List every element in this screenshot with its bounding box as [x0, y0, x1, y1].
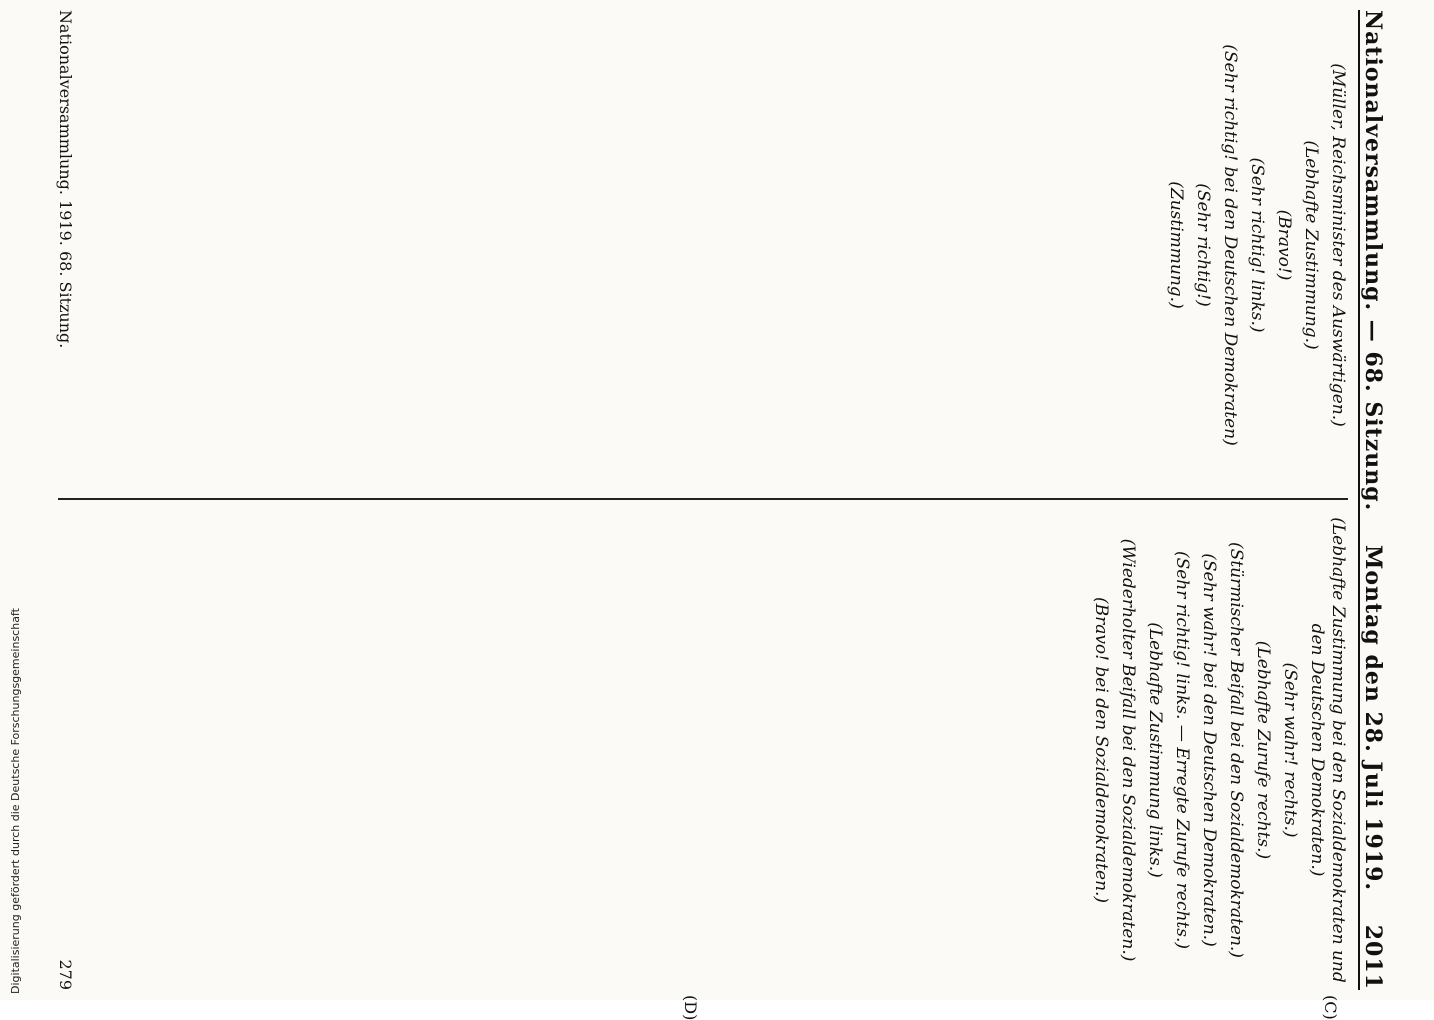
- paragraph: (Sehr wahr! bei den Deutschen Demokraten.): [1198, 515, 1219, 985]
- paragraph: (Wiederholter Beifall bei den Sozialdemokraten.): [1117, 515, 1138, 985]
- paragraph: (Bravo! bei den Sozialdemokraten.): [1090, 515, 1111, 985]
- paragraph: (Lebhafte Zurufe rechts.): [1252, 515, 1273, 985]
- paragraph: (Bravo!): [1273, 10, 1294, 480]
- paragraph: (Sehr richtig!): [1192, 10, 1213, 480]
- margin-marker-c: (C): [1321, 995, 1340, 1020]
- rotated-page-content: [40, 10, 1400, 990]
- column-divider: [58, 498, 1348, 500]
- right-column: [58, 515, 1348, 985]
- page-footer: [56, 10, 75, 990]
- sidebar-credit-text: Digitalisierung gefördert durch die Deutsche Forschungsgemeinschaft: [9, 608, 22, 994]
- margin-marker-d: (D): [681, 995, 700, 1020]
- header-page-number: 2011: [1360, 925, 1386, 990]
- paragraph: (Lebhafte Zustimmung links.): [1144, 515, 1165, 985]
- paragraph: (Sehr richtig! links.): [1246, 10, 1267, 480]
- left-column: [58, 10, 1348, 480]
- paragraph: (Zustimmung.): [1165, 10, 1186, 480]
- sidebar-credit: [4, 14, 22, 994]
- paragraph: (Lebhafte Zustimmung.): [1300, 10, 1321, 480]
- paragraph: (Sehr richtig! bei den Deutschen Demokraten): [1219, 10, 1240, 480]
- paragraph: (Sehr wahr! rechts.): [1279, 515, 1300, 985]
- paragraph: (Müller, Reichsminister des Auswärtigen.): [1327, 10, 1348, 480]
- header-left: Nationalversammlung. — 68. Sitzung.: [1360, 10, 1386, 511]
- paragraph: (Lebhafte Zustimmung bei den Sozialdemokraten und den Deutschen Demokraten.): [1306, 515, 1348, 985]
- paragraph: (Stürmischer Beifall bei den Sozialdemokraten.): [1225, 515, 1246, 985]
- footer-left: Nationalversammlung. 1919. 68. Sitzung.: [56, 10, 75, 348]
- header-center: Montag den 28. Juli 1919.: [1360, 545, 1386, 891]
- paragraph: (Sehr richtig! links. — Erregte Zurufe rechts.): [1171, 515, 1192, 985]
- page-header: [1358, 10, 1400, 990]
- footer-page-number: 279: [56, 959, 75, 990]
